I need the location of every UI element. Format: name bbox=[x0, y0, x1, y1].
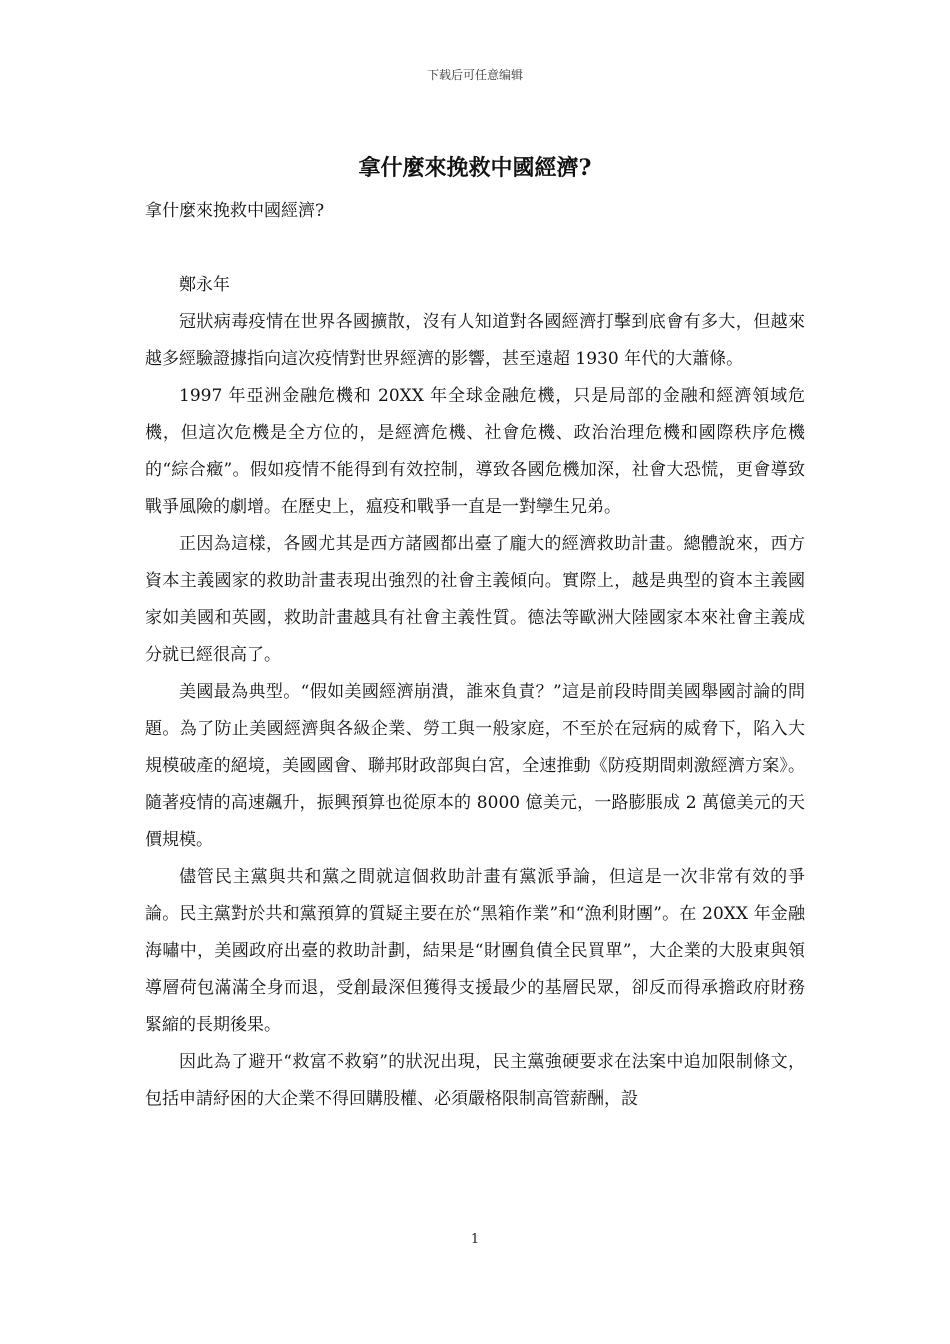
paragraph: 冠狀病毒疫情在世界各國擴散，沒有人知道對各國經濟打擊到底會有多大，但越來越多經驗證據指向這次疫情對世界經濟的影響，甚至遠超 1930 年代的大蕭條。 bbox=[145, 312, 805, 369]
document-title: 拿什麼來挽救中國經濟? bbox=[358, 155, 592, 181]
paragraph: 儘管民主黨與共和黨之間就這個救助計畫有黨派爭論，但這是一次非常有效的爭論。民主黨對於共和黨預算的質疑主要在於“黑箱作業”和“漁利財團”。在 20XX 年金融海嘯中，美國政府出臺的救助計劃，結果是“財團負債全民買單”，大企業的大股東與領導層荷包滿滿全身而退，受創最深但獲得支援最少的基層民眾，卻反而得承擔政府財務緊縮的長期後果。 bbox=[145, 867, 805, 1035]
paragraph: 1997 年亞洲金融危機和 20XX 年全球金融危機，只是局部的金融和經濟領域危機，但這次危機是全方位的，是經濟危機、社會危機、政治治理危機和國際秩序危機的“綜合癥”。假如疫情不能得到有效控制，導致各國危機加深，社會大恐慌，更會導致戰爭風險的劇增。在歷史上，瘟疫和戰爭一直是一對孿生兄弟。 bbox=[145, 386, 805, 517]
document-body bbox=[145, 193, 805, 1118]
page-header-note: 下载后可任意编辑 bbox=[426, 68, 523, 82]
document-subtitle: 拿什麼來挽救中國經濟? bbox=[145, 201, 325, 221]
page-number: 1 bbox=[470, 1232, 480, 1247]
blank-line bbox=[145, 230, 805, 267]
paragraph: 正因為這樣，各國尤其是西方諸國都出臺了龐大的經濟救助計畫。總體說來，西方資本主義國家的救助計畫表現出強烈的社會主義傾向。實際上，越是典型的資本主義國家如美國和英國，救助計畫越具有社會主義性質。德法等歐洲大陸國家本來社會主義成分就已經很高了。 bbox=[145, 534, 805, 665]
author-name: 鄭永年 bbox=[179, 275, 230, 295]
paragraph: 因此為了避开“救富不救窮”的狀況出現，民主黨強硬要求在法案中追加限制條文，包括申請紓困的大企業不得回購股權、必須嚴格限制高管薪酬，設 bbox=[145, 1052, 805, 1109]
paragraph: 美國最為典型。“假如美國經濟崩潰，誰來負責？”這是前段時間美國舉國討論的問題。為了防止美國經濟與各級企業、勞工與一般家庭，不至於在冠病的威脅下，陷入大規模破產的絕境，美國國會、聯邦財政部與白宮，全速推動《防疫期間刺激經濟方案》。隨著疫情的高速飆升，振興預算也從原本的 8000 億美元，一路膨脹成 2 萬億美元的天價規模。 bbox=[145, 682, 805, 850]
